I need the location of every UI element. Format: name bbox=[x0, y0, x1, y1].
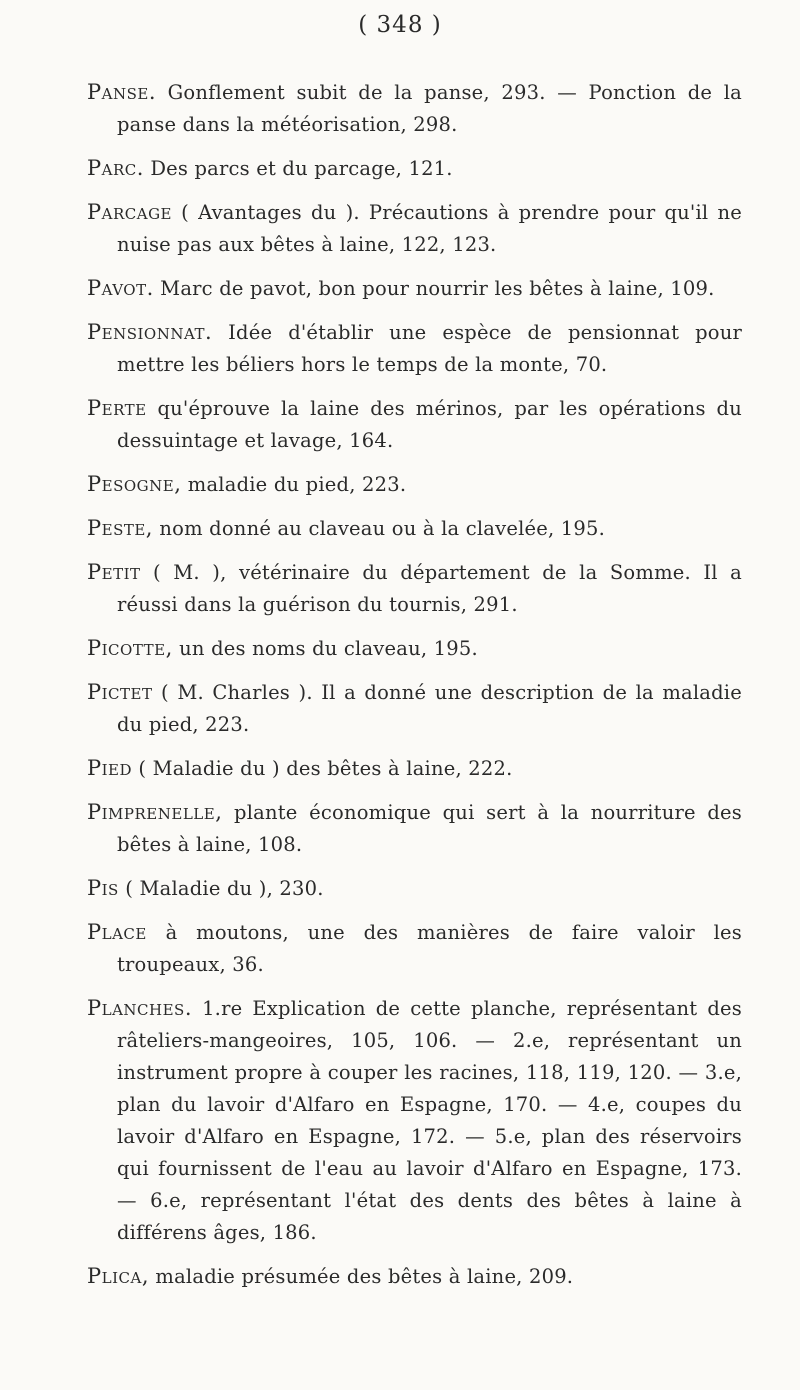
entry-text: à moutons, une des manières de faire valoir les troupeaux, 36. bbox=[117, 921, 742, 976]
entry-text: ( Maladie du ) des bêtes à laine, 222. bbox=[132, 757, 513, 780]
entry-headword: Parcage bbox=[87, 200, 172, 224]
index-entry bbox=[87, 632, 742, 665]
entry-headword: Petit bbox=[87, 560, 141, 584]
entry-headword: Pensionnat. bbox=[87, 320, 213, 344]
entry-headword: Pesogne, bbox=[87, 472, 182, 496]
index-entry bbox=[87, 556, 742, 621]
entry-text: nom donné au claveau ou à la clavelée, 195. bbox=[153, 517, 606, 540]
entry-headword: Peste, bbox=[87, 516, 153, 540]
entry-text: qu'éprouve la laine des mérinos, par les opérations du dessuintage et lavage, 164. bbox=[117, 397, 742, 452]
entry-headword: Pis bbox=[87, 876, 119, 900]
entry-text: Marc de pavot, bon pour nourrir les bêtes à laine, 109. bbox=[153, 277, 715, 300]
entry-text: un des noms du claveau, 195. bbox=[172, 637, 478, 660]
entry-headword: Pimprenelle, bbox=[87, 800, 223, 824]
index-entry bbox=[87, 316, 742, 381]
entry-text: ( M. Charles ). Il a donné une description de la maladie du pied, 223. bbox=[117, 681, 742, 736]
index-entry bbox=[87, 916, 742, 981]
entry-headword: Plica, bbox=[87, 1264, 150, 1288]
entry-headword: Place bbox=[87, 920, 147, 944]
index-entry bbox=[87, 752, 742, 785]
index-entry bbox=[87, 676, 742, 741]
page-number: ( 348 ) bbox=[358, 12, 442, 38]
entry-headword: Perte bbox=[87, 396, 147, 420]
entry-text: ( Maladie du ), 230. bbox=[118, 877, 324, 900]
entry-text: Des parcs et du parcage, 121. bbox=[143, 157, 453, 180]
entry-text: ( M. ), vétérinaire du département de la Somme. Il a réussi dans la guérison du tournis, 291. bbox=[117, 561, 742, 616]
index-entry bbox=[87, 1260, 742, 1293]
entry-headword: Picotte, bbox=[87, 636, 173, 660]
index-entry bbox=[87, 468, 742, 501]
index-entry bbox=[87, 392, 742, 457]
index-entry bbox=[87, 992, 742, 1249]
index-entry bbox=[87, 796, 742, 861]
index-entry bbox=[87, 872, 742, 905]
index-entry bbox=[87, 272, 742, 305]
index-entry bbox=[87, 196, 742, 261]
entry-headword: Panse. bbox=[87, 80, 156, 104]
index-entry bbox=[87, 76, 742, 141]
entry-headword: Parc. bbox=[87, 156, 144, 180]
entry-text: Gonflement subit de la panse, 293. — Ponction de la panse dans la météorisation, 298. bbox=[117, 81, 742, 136]
entry-text: plante économique qui sert à la nourriture des bêtes à laine, 108. bbox=[117, 801, 742, 856]
entry-headword: Planches. bbox=[87, 996, 193, 1020]
entry-text: 1.re Explication de cette planche, représentant des râteliers-mangeoires, 105, 106. — 2.e, représentant un instrument propre à couper les racines, 118, 119, 120. — 3.e, plan du lavoir d'Alfaro en Espagne, 170. — 4.e, coupes du lavoir d'Alfaro en Espagne, 172. — 5.e, plan des réservoirs qui fournissent de l'eau au lavoir d'Alfaro en Espagne, 173. — 6.e, représentant l'état des dents des bêtes à laine à différens âges, 186. bbox=[117, 997, 742, 1244]
entry-headword: Pictet bbox=[87, 680, 153, 704]
entry-headword: Pied bbox=[87, 756, 133, 780]
entry-text: maladie du pied, 223. bbox=[181, 473, 407, 496]
entry-headword: Pavot. bbox=[87, 276, 154, 300]
index-entry bbox=[87, 512, 742, 545]
entry-text: ( Avantages du ). Précautions à prendre pour qu'il ne nuise pas aux bêtes à laine, 122, 123. bbox=[117, 201, 742, 256]
entry-text: maladie présumée des bêtes à laine, 209. bbox=[149, 1265, 574, 1288]
entry-text: Idée d'établir une espèce de pensionnat pour mettre les béliers hors le temps de la monte, 70. bbox=[117, 321, 742, 376]
index-entry bbox=[87, 152, 742, 185]
index-entries bbox=[87, 76, 742, 1304]
